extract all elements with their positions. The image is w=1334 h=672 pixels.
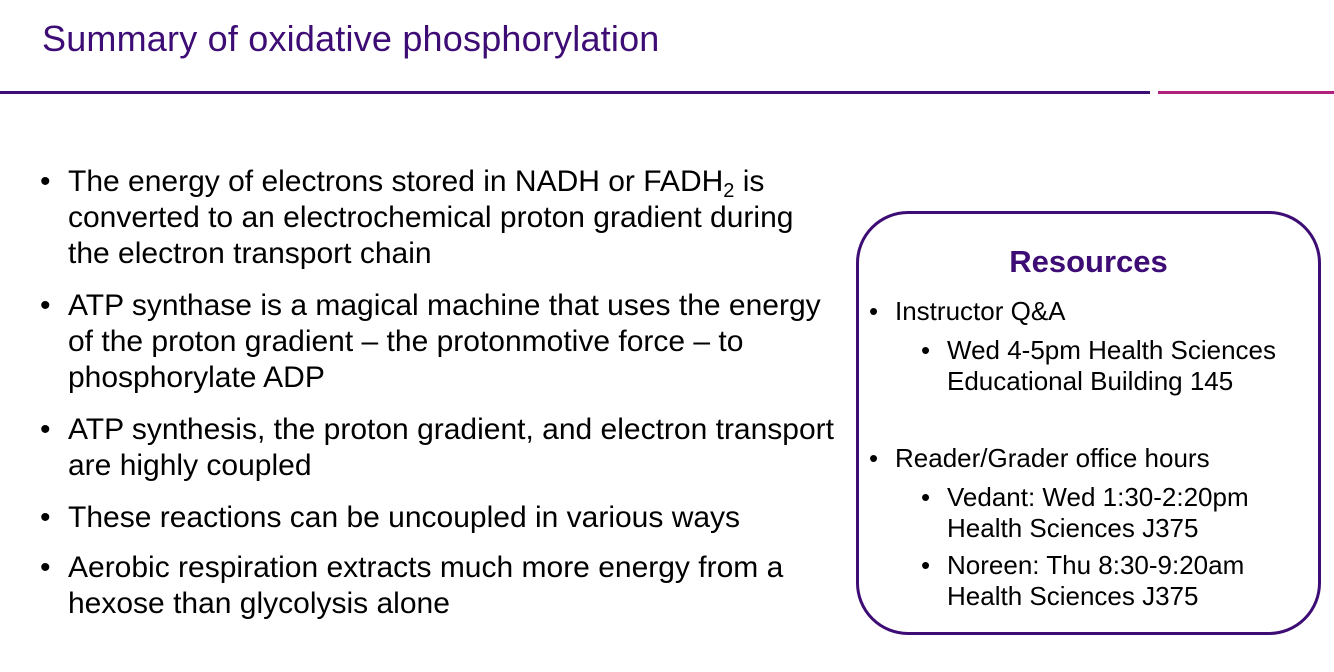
resource-subitem-line: Health Sciences J375 — [947, 581, 1199, 611]
resource-subitem — [895, 550, 1319, 612]
resources-title: Resources — [1009, 244, 1168, 279]
bullet-text: ATP synthase is a magical machine that uses the energy of the proton gradient – the protonmotive force – to phosphorylate ADP — [68, 289, 821, 394]
slide-title: Summary of oxidative phosphorylation — [42, 18, 660, 59]
bullet-dot-icon: • — [921, 550, 931, 580]
bullet-text: Aerobic respiration extracts much more energy from a hexose than glycolysis alone — [68, 551, 784, 620]
resource-subitem — [895, 482, 1319, 544]
bullet-item — [40, 550, 840, 622]
resource-label: Instructor Q&A — [895, 296, 1066, 326]
bullet-text: These reactions can be uncoupled in various ways — [68, 501, 741, 534]
bullet-dot-icon: • — [40, 551, 51, 584]
summary-bullet-list — [40, 164, 840, 638]
bullet-item — [40, 164, 840, 272]
title-divider — [0, 91, 1150, 94]
resource-subitem-line: Wed 4-5pm Health Sciences — [947, 335, 1277, 365]
bullet-text: The energy of electrons stored in NADH or $FADH_2$ is converted to an electrochemical proton gradient during the electron transport chain — [68, 165, 794, 270]
bullet-dot-icon: • — [921, 482, 931, 512]
bullet-dot-icon: • — [40, 413, 51, 446]
resource-sublist — [895, 482, 1319, 612]
resource-subitem-line: Educational Building 145 — [947, 366, 1234, 396]
bullet-dot-icon: • — [869, 296, 879, 326]
bullet-item — [40, 412, 840, 484]
bullet-dot-icon: • — [40, 501, 51, 534]
bullet-dot-icon: • — [40, 165, 51, 198]
resource-label: Reader/Grader office hours — [895, 443, 1210, 473]
bullet-dot-icon: • — [40, 289, 51, 322]
bullet-text: ATP synthesis, the proton gradient, and electron transport are highly coupled — [68, 413, 834, 482]
resource-item — [869, 443, 1319, 612]
title-divider-accent — [1158, 91, 1334, 94]
bullet-item — [40, 288, 840, 396]
resource-item — [869, 296, 1319, 397]
resource-sublist — [895, 335, 1319, 397]
bullet-item — [40, 500, 840, 536]
bullet-dot-icon: • — [921, 335, 931, 365]
bullet-dot-icon: • — [869, 443, 879, 473]
resource-subitem-line: Vedant: Wed 1:30-2:20pm — [947, 482, 1249, 512]
resource-subitem — [895, 335, 1319, 397]
resource-subitem-line: Noreen: Thu 8:30-9:20am — [947, 550, 1245, 580]
resource-subitem-line: Health Sciences J375 — [947, 513, 1199, 543]
resources-box — [856, 211, 1321, 635]
resources-list — [869, 296, 1319, 618]
